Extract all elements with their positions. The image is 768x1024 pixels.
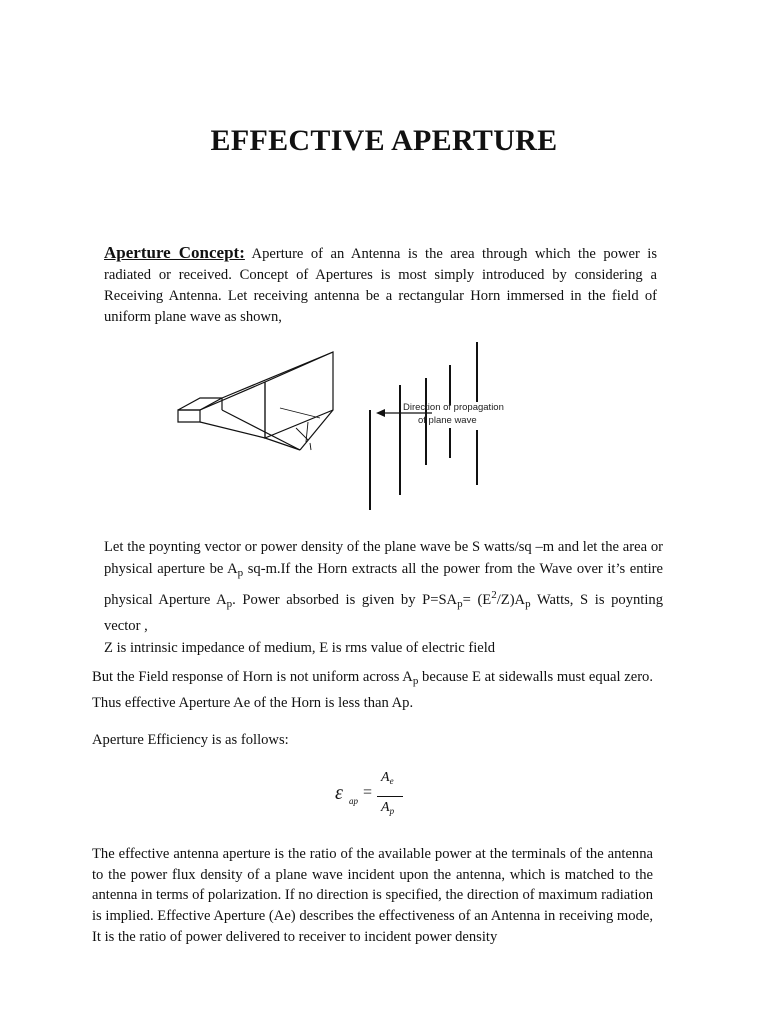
efficiency-label: Aperture Efficiency is as follows:	[92, 732, 289, 748]
figure-label-line1: Direction of propagation	[403, 402, 504, 413]
aperture-concept-paragraph	[104, 242, 657, 328]
intro-text: Aperture of an Antenna is the area through which the power is radiated or received. Concept of Apertures is most simply introduced by considering a Receiving Antenna. Let receiving antenna be a rectangular Horn immersed in the field of uniform plane wave as shown,	[104, 246, 657, 325]
epsilon-symbol: ε	[335, 782, 343, 804]
field-response-paragraph: But the Field response of Horn is not uniform across $A_p$ because E at sidewalls must equal zero. Thus effective Aperture Ae of the Horn is less than Ap.	[92, 669, 654, 711]
poynting-paragraph: Let the poynting vector or power density of the plane wave be S watts/sq –m and let the area or physical aperture be $A_p$ sq-m.If the Horn extracts all the power from the Wave over it’s entire physical Aperture $A_p$. Power absorbed is given by $P=SA_p= (E^2/Z)A_p$ Watts, S is poynting vector , Z is intrinsic impedance of medium, E is rms value of electric field	[104, 539, 663, 656]
page-title: EFFECTIVE APERTURE	[210, 124, 558, 157]
figure-label-line2: of plane wave	[418, 415, 477, 426]
horn-antenna-figure	[170, 330, 530, 520]
section-heading: Aperture Concept:	[104, 243, 245, 262]
impedance-line: Z is intrinsic impedance of medium, E is rms value of electric field	[104, 640, 496, 656]
horn-aperture	[265, 352, 333, 438]
definition-paragraph: The effective antenna aperture is the ratio of the available power at the terminals of the antenna to the power flux density of a plane wave incident upon the antenna, which is matched to the antenna in terms of polarization. If no direction is specified, the direction of maximum radiation is implied. Effective Aperture (Ae) describes the effectiveness of an Antenna in receiving mode, It is the ratio of power delivered to receiver to incident power density	[92, 846, 653, 945]
fraction-bar	[377, 796, 403, 797]
arrow-head	[376, 409, 385, 417]
formula-numerator: $A_e$	[381, 770, 394, 786]
formula-denominator: $A_p$	[381, 800, 395, 816]
